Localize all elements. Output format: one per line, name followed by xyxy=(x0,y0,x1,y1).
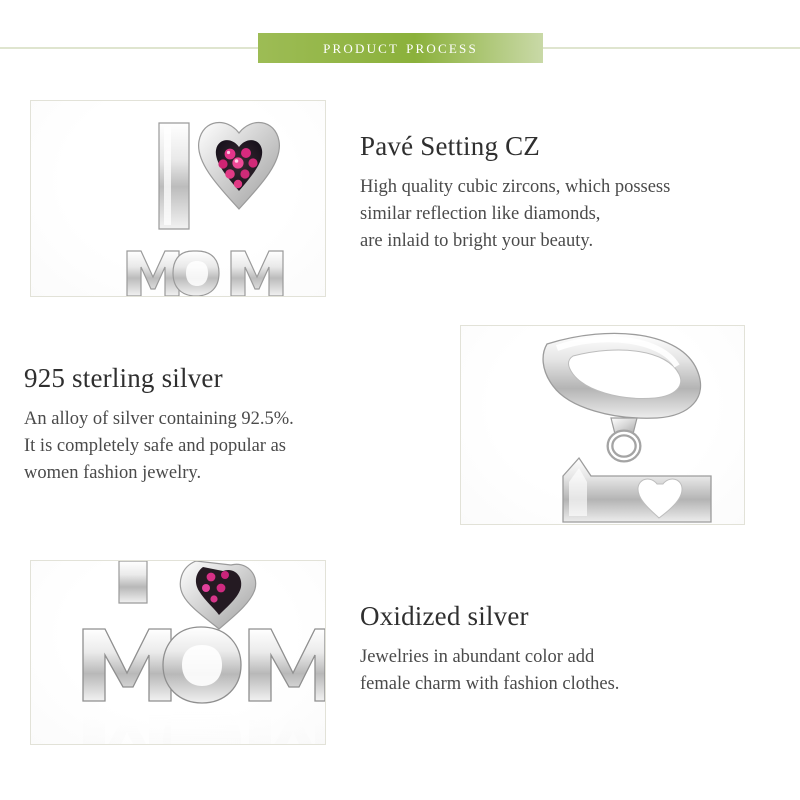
section-body-line-2: similar reflection like diamonds, xyxy=(360,204,601,224)
silver-charm-side-view-illustration xyxy=(461,326,744,524)
section-image-sterling-silver xyxy=(460,325,745,525)
section-image-pave-setting-cz xyxy=(30,100,326,297)
section-heading: 925 sterling silver xyxy=(24,363,223,393)
section-body-line-3: women fashion jewelry. xyxy=(24,463,202,483)
section-text-sterling-silver xyxy=(24,363,434,487)
page-title: product process xyxy=(323,37,478,58)
section-body-line-1: An alloy of silver containing 92.5%. xyxy=(24,409,294,429)
section-image-oxidized-silver xyxy=(30,560,326,745)
section-text-pave-setting-cz xyxy=(360,131,780,255)
image-canvas xyxy=(461,326,744,524)
section-heading: Pavé Setting CZ xyxy=(360,131,540,161)
section-text-oxidized-silver xyxy=(360,601,780,698)
image-canvas xyxy=(31,101,325,296)
section-body-line-1: Jewelries in abundant color add xyxy=(360,647,595,667)
header-badge xyxy=(258,33,543,63)
section-body-line-1: High quality cubic zircons, which possess xyxy=(360,177,671,197)
section-body-line-2: female charm with fashion clothes. xyxy=(360,674,620,694)
section-body-line-3: are inlaid to bright your beauty. xyxy=(360,231,594,251)
image-canvas xyxy=(31,561,325,744)
mom-lettering-charm-illustration xyxy=(31,561,325,744)
section-heading: Oxidized silver xyxy=(360,601,529,631)
i-love-mom-charm-heart-closeup-illustration xyxy=(31,101,325,296)
page-header xyxy=(0,33,800,63)
section-body-line-2: It is completely safe and popular as xyxy=(24,436,286,456)
